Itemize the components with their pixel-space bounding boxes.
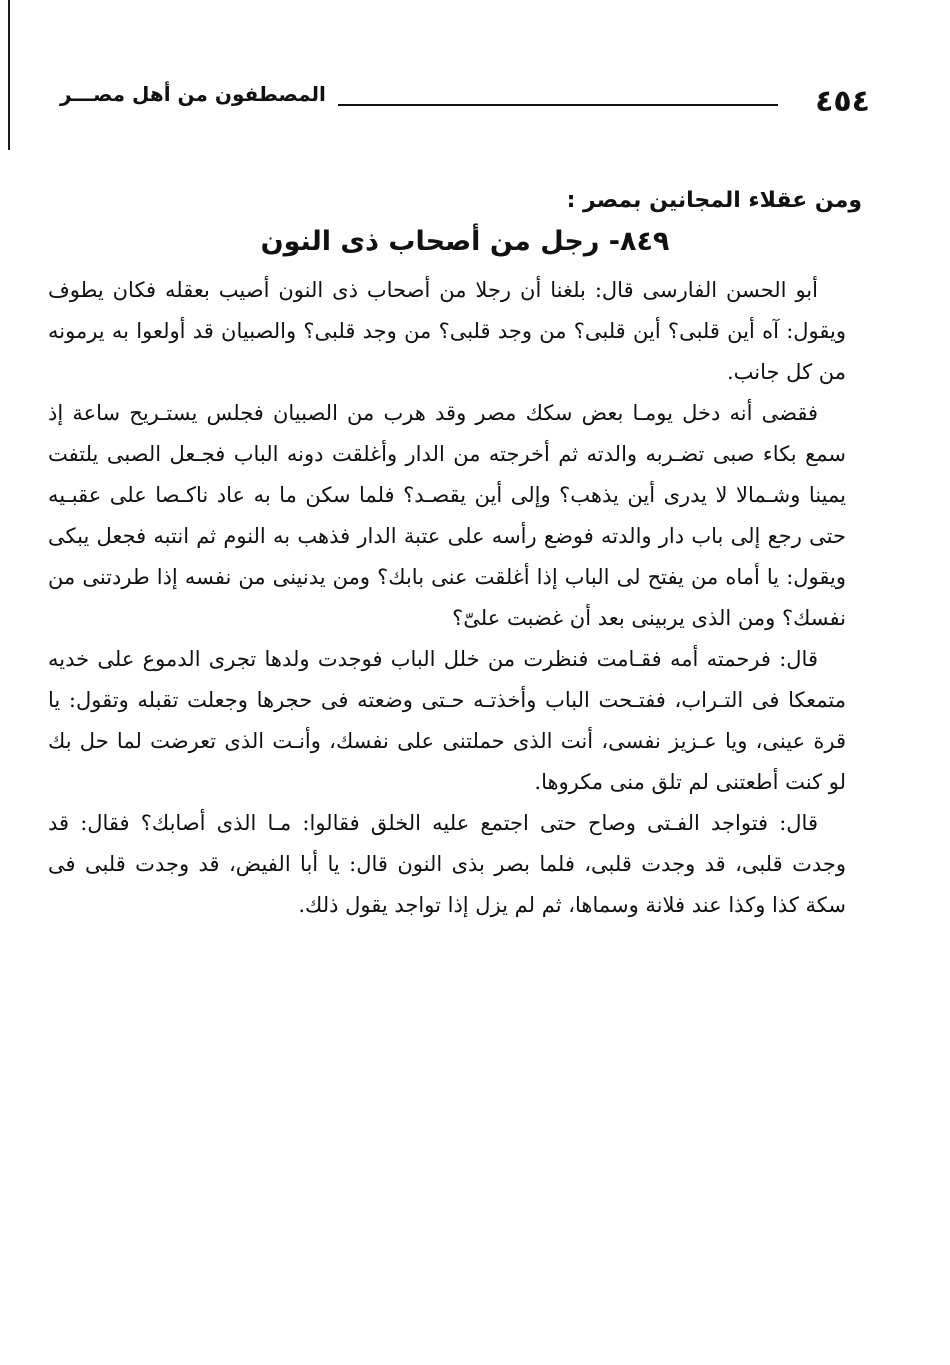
- section-heading: ومن عقلاء المجانين بمصر :: [566, 188, 862, 213]
- entry-title: ٨٤٩- رجل من أصحاب ذى النون: [260, 226, 670, 257]
- header-rule: [338, 104, 778, 106]
- page-number: ٤٥٤: [815, 84, 870, 119]
- paragraph: قال: فتواجد الفـتى وصاح حتى اجتمع عليه الخلق فقالوا: مـا الذى أصابك؟ فقال: قد وجدت قلبى، قد وجدت قلبى، فلما بصر بذى النون قال: يا أبا الفيض، قد وجدت قلبى فى سكة كذا وكذا عند فلانة وسماها، ثم لم يزل إذا تواجد يقول ذلك.: [48, 811, 846, 917]
- running-title: المصطفون من أهل مصـــر: [60, 82, 326, 106]
- page-header: [60, 78, 870, 128]
- paragraph: أبو الحسن الفارسى قال: بلغنا أن رجلا من أصحاب ذى النون أصيب بعقله فكان يطوف ويقول: آه أين قلبى؟ أين قلبى؟ من وجد قلبى؟ من وجد قلبى؟ والصبيان قد أولعوا به يرمونه من كل جانب.: [48, 278, 846, 384]
- body-text: [48, 270, 846, 926]
- paragraph: فقضى أنه دخل يومـا بعض سكك مصر وقد هرب من الصبيان فجلس يستـريح ساعة إذ سمع بكاء صبى تضـربه والدته ثم أخرجته من الدار وأغلقت دونه الباب فجـعل الصبى يلتفت يمينا وشـمالا لا يدرى أين يذهب؟ وإلى أين يقصـد؟ فلما سكن ما به عاد ناكـصا على عقبـيه حتى رجع إلى باب دار والدته فوضع رأسه على عتبة الدار فذهب به النوم ثم انتبه فجعل يبكى ويقول: يا أماه من يفتح لى الباب إذا أغلقت عنى بابك؟ ومن يدنينى من نفسه إذا طردتنى من نفسك؟ ومن الذى يربينى بعد أن غضبت علىّ؟: [48, 401, 846, 630]
- binding-edge-line: [8, 0, 10, 150]
- paragraph: قال: فرحمته أمه فقـامت فنظرت من خلل الباب فوجدت ولدها تجرى الدموع على خديه متمعكا فى التـراب، ففتـحت الباب وأخذتـه حـتى وضعته فى حجرها وجعلت تقبله وتقول: يا قرة عينى، ويا عـزيز نفسى، أنت الذى حملتنى على نفسك، وأنـت الذى تعرضت لما حل بك لو كنت أطعتنى لم تلق منى مكروها.: [48, 647, 846, 794]
